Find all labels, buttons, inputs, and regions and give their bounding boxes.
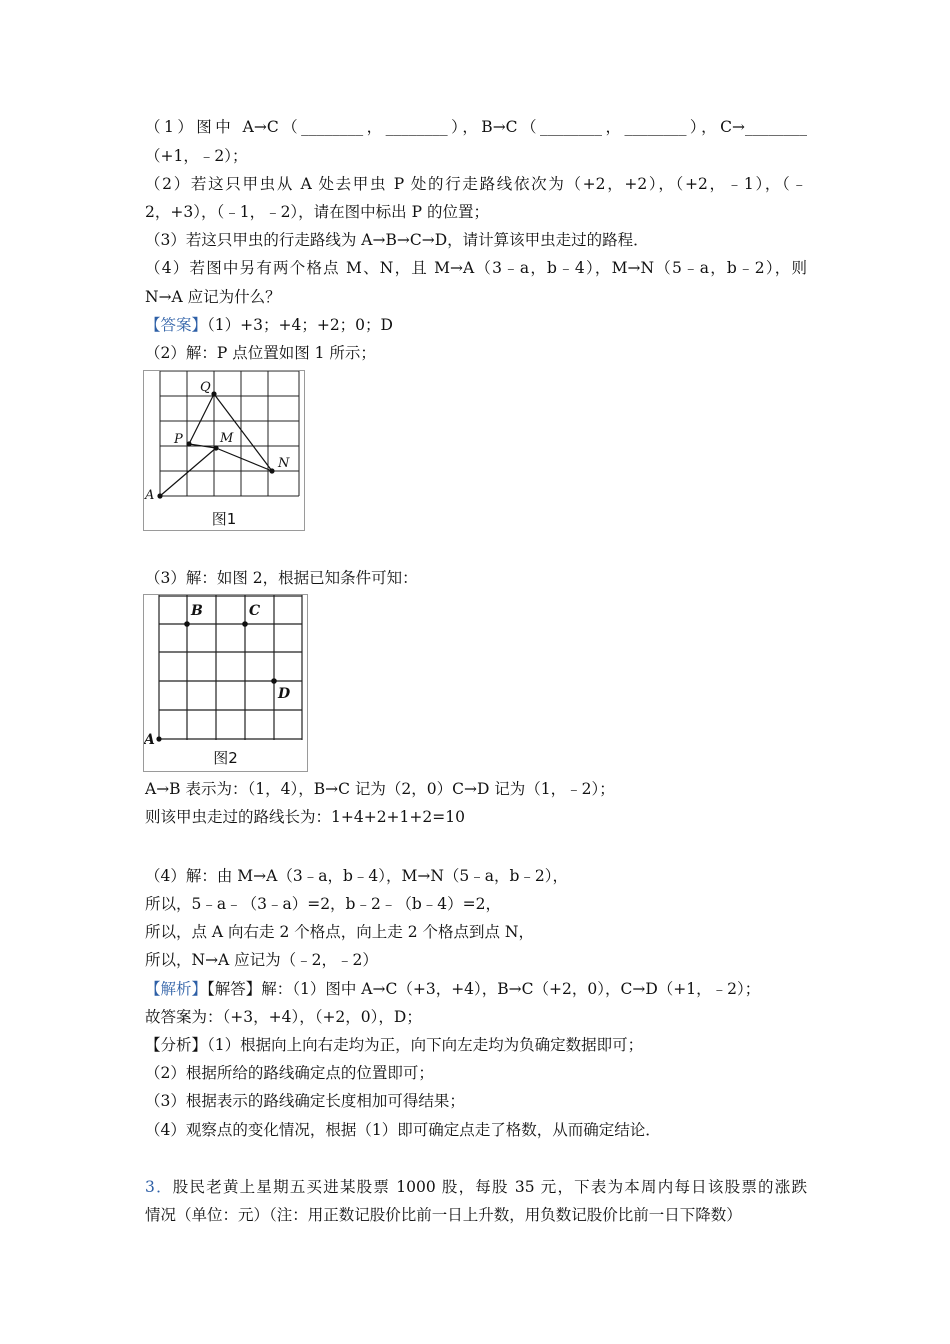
- label-d: D: [278, 686, 291, 702]
- figure-2-diagram: [144, 595, 307, 771]
- question-3-line2: 情况（单位：元）（注：用正数记股价比前一日上升数，用负数记股价比前一日下降数）: [145, 1206, 742, 1224]
- point-c: [242, 621, 248, 627]
- question-3-text: 股民老黄上星期五买进某股票 1000 股，每股 35 元，下表为本周内每日该股票的涨跌: [172, 1178, 807, 1196]
- solution-part3-line2: 则该甲虫走过的路线长为：1+4+2+1+2=10: [145, 808, 465, 826]
- fenxi-line3: （3）根据表示的路线确定长度相加可得结果；: [145, 1092, 465, 1110]
- figure-2-grid: [159, 595, 302, 740]
- point-m: [213, 445, 218, 450]
- figure-1-caption: 图1: [211, 510, 237, 528]
- label-c: C: [249, 603, 261, 619]
- answer-tag: 【答案】: [145, 316, 208, 334]
- label-b: B: [191, 603, 203, 619]
- figure-2: [143, 594, 308, 772]
- label-q: Q: [200, 380, 211, 395]
- fenxi-line1: 【分析】（1）根据向上向右走均为正，向下向左走均为负确定数据即可；: [145, 1036, 644, 1054]
- solution-part2: （2）解：P 点位置如图 1 所示；: [145, 344, 376, 362]
- fenxi-line2: （2）根据所给的路线确定点的位置即可；: [145, 1064, 434, 1082]
- question-3-number: 3．: [145, 1178, 173, 1196]
- point-q: [211, 391, 216, 396]
- question-3-line1: [145, 1177, 807, 1197]
- point-p: [186, 441, 191, 446]
- solution-part4-line4: 所以，N→A 应记为（﹣2，﹣2）: [145, 951, 378, 969]
- q2-part4-line2: N→A 应记为什么？: [145, 288, 281, 306]
- answer-text: （1）+3；+4；+2；0；D: [207, 316, 393, 334]
- label-p: P: [174, 432, 183, 447]
- q2-part1-line1: （1）图中 A→C（________，________），B→C（________，________），C→________: [145, 118, 807, 136]
- q2-part4-line1: （4）若图中另有两个格点 M、N，且 M→A（3﹣a，b﹣4），M→N（5﹣a，b﹣2），则: [145, 259, 807, 277]
- analysis-tag: 【解析】: [145, 980, 208, 998]
- label-m: M: [220, 431, 234, 446]
- point-a: [156, 736, 161, 741]
- point-n: [269, 468, 274, 473]
- point-b: [184, 621, 190, 627]
- solution-part3-line1: A→B 表示为：（1，4），B→C 记为（2，0）C→D 记为（1，﹣2）；: [145, 780, 615, 798]
- point-d: [271, 678, 277, 684]
- analysis-text: 【解答】解：（1）图中 A→C（+3，+4），B→C（+2，0），C→D（+1，﹣2）；: [207, 980, 761, 998]
- label-n: N: [278, 456, 290, 471]
- label-a: A: [145, 488, 155, 503]
- answer-line: [145, 315, 393, 335]
- solution-part4-line1: （4）解：由 M→A（3﹣a，b﹣4），M→N（5﹣a，b﹣2），: [145, 867, 569, 885]
- solution-part4-line3: 所以，点 A 向右走 2 个格点，向上走 2 个格点到点 N，: [145, 923, 534, 941]
- figure-1-diagram: [144, 371, 304, 530]
- q2-part2-line1: （2）若这只甲虫从 A 处去甲虫 P 处的行走路线依次为（+2，+2），（+2，﹣1），（﹣: [145, 175, 807, 193]
- figure-1: [143, 370, 305, 531]
- figure-2-caption: 图2: [213, 749, 238, 767]
- q2-part3: （3）若这只甲虫的行走路线为 A→B→C→D，请计算该甲虫走过的路程．: [145, 231, 649, 249]
- point-a: [157, 493, 162, 498]
- solution-part3: （3）解：如图 2，根据已知条件可知：: [145, 569, 418, 587]
- analysis-answer: 故答案为：（+3，+4），（+2，0），D；: [145, 1008, 422, 1026]
- q2-part1-line2: （+1，﹣2）；: [145, 147, 248, 165]
- q2-part2-line2: 2，+3），（﹣1，﹣2），请在图中标出 P 的位置；: [145, 203, 489, 221]
- label-a: A: [144, 732, 155, 748]
- fenxi-line4: （4）观察点的变化情况，根据（1）即可确定点走了格数，从而确定结论．: [145, 1121, 661, 1139]
- solution-part4-line2: 所以，5﹣a﹣（3﹣a）=2，b﹣2﹣（b﹣4）=2，: [145, 895, 501, 913]
- analysis-line: [145, 979, 760, 999]
